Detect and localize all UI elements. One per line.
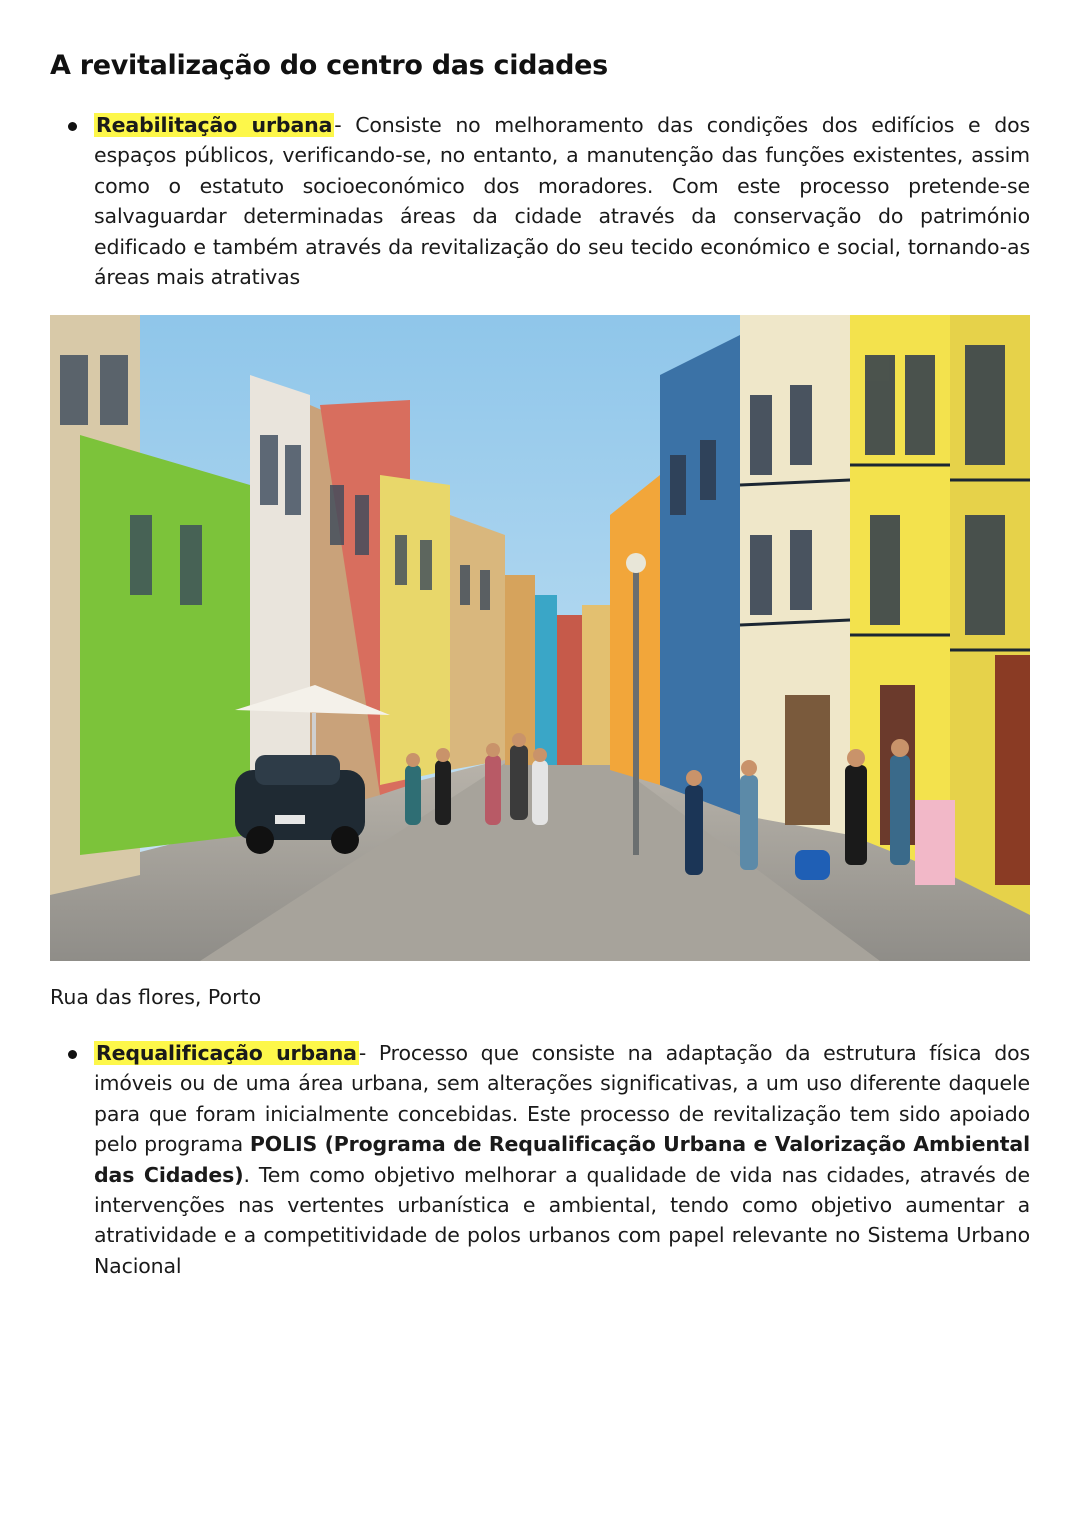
street-photo: [50, 315, 1030, 961]
text-reabilitacao: - Consiste no melhoramento das condições dos edifícios e dos espaços públicos, verificando-se, no entanto, a manutenção das funções existentes, assim como o estatuto socioeconómico dos moradores. Com este processo pretende-se salvaguardar determinadas áreas da cidade através da conservação do património edificado e também através da revitalização do seu tecido económico e social, tornando-as áreas mais atrativas: [94, 113, 1031, 290]
paragraph-requalificacao: [94, 1038, 1030, 1281]
photo-caption: Rua das flores, Porto: [50, 985, 262, 1009]
page-title: A revitalização do centro das cidades: [50, 50, 608, 81]
polis-program-name: POLIS (Programa de Requalificação Urbana e Valorização Ambiental das Cidades): [94, 1132, 1030, 1187]
bullet-dot-icon: [68, 122, 77, 131]
text-requalificacao-part1: - Processo que consiste na adaptação da estrutura física dos imóveis ou de uma área urbana, sem alterações significativas, a um uso diferente daquele para que foram inicialmente concebidas. Este processo de revitalização tem sido apoiado pelo programa: [94, 1041, 1030, 1157]
term-reabilitacao: Reabilitação urbana: [96, 113, 333, 137]
bullet-dot-icon: [68, 1050, 77, 1059]
bullet-reabilitacao: [50, 110, 1030, 292]
bullet-requalificacao: [50, 1038, 1030, 1281]
text-requalificacao-part2: . Tem como objetivo melhorar a qualidade de vida nas cidades, através de intervenções nas vertentes urbanística e ambiental, tendo como objetivo aumentar a atratividade e a competitividade de polos urbanos com papel relevante no Sistema Urbano Nacional: [94, 1162, 1030, 1278]
street-photo-illustration: [50, 315, 1030, 961]
paragraph-reabilitacao: [94, 110, 1030, 292]
term-requalificacao: Requalificação urbana: [96, 1041, 357, 1065]
